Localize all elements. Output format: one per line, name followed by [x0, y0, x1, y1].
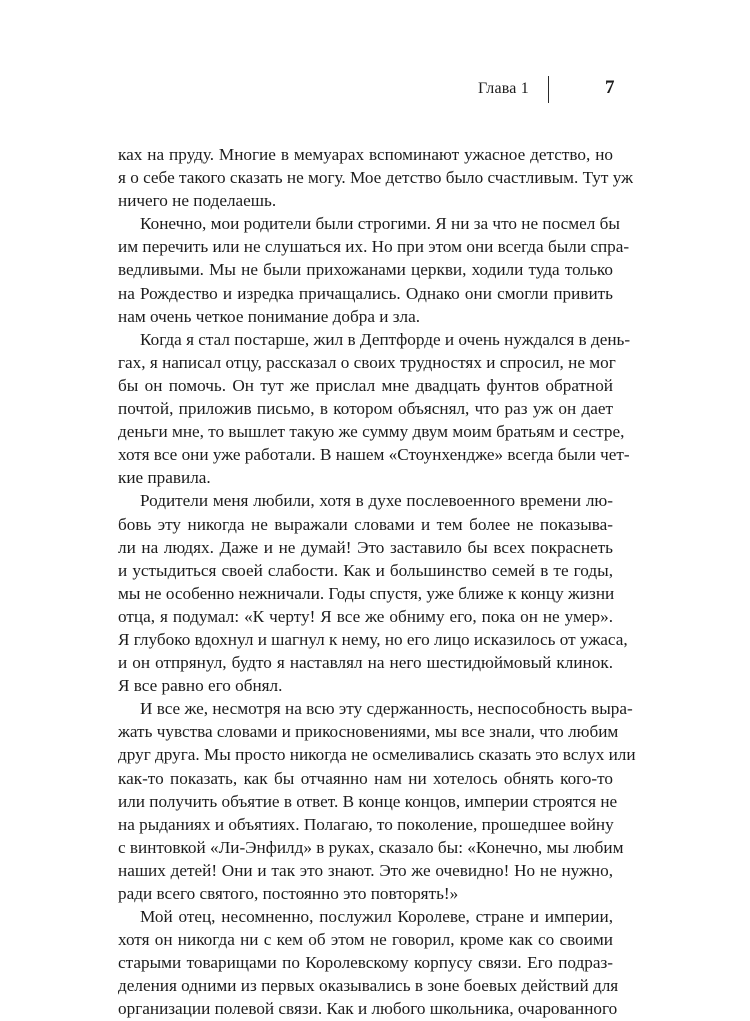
paragraph	[118, 489, 628, 697]
text-line: бы он помочь. Он тут же прислал мне двадцать фунтов обратной	[118, 375, 613, 395]
text-line: старыми товарищами по Королевскому корпусу связи. Его подраз-	[118, 953, 613, 973]
text-line: как-то показать, как бы отчаянно нам ни хотелось обнять кого-то	[118, 768, 613, 788]
body-text	[118, 143, 636, 1021]
text-line: И все же, несмотря на всю эту сдержанность, неспособность выра-	[140, 699, 633, 719]
header-divider	[548, 76, 549, 103]
text-line: ках на пруду. Многие в мемуарах вспоминают ужасное детство, но	[118, 145, 613, 164]
text-line: Мой отец, несомненно, послужил Королеве, стране и империи,	[140, 907, 613, 927]
text-line: Я все равно его обнял.	[118, 676, 283, 696]
text-line: хотя он никогда ни с кем об этом не говорил, кроме как со своими	[118, 930, 613, 950]
page-number: 7	[605, 77, 615, 98]
text-line: с винтовкой «Ли-Энфилд» в руках, сказало бы: «Конечно, мы любим	[118, 837, 624, 857]
text-line: ничего не поделаешь.	[118, 191, 277, 211]
text-line: им перечить или не слушаться их. Но при этом они всегда были спра-	[118, 237, 630, 257]
paragraph	[118, 143, 633, 212]
text-line: гах, я написал отцу, рассказал о своих трудностях и спросил, не мог	[118, 352, 616, 372]
text-line: почтой, приложив письмо, в котором объяснял, что раз уж он дает	[118, 399, 613, 419]
text-line: Родители меня любили, хотя в духе послевоенного времени лю-	[140, 491, 613, 511]
text-line: деления одними из первых оказывались в зоне боевых действий для	[118, 976, 619, 996]
text-line: жать чувства словами и прикосновениями, мы все знали, что любим	[118, 722, 619, 742]
text-line: на рыданиях и объятиях. Полагаю, то поколение, прошедшее войну	[118, 814, 614, 834]
text-line: ведливыми. Мы не были прихожанами церкви, ходили туда только	[118, 260, 613, 280]
text-line: или получить объятие в ответ. В конце концов, империи строятся не	[118, 791, 618, 811]
text-line: нам очень четкое понимание добра и зла.	[118, 306, 421, 326]
text-line: ли на людях. Даже и не думай! Это заставило бы всех покраснеть	[118, 537, 613, 557]
paragraph	[118, 697, 636, 905]
running-head	[0, 76, 750, 106]
text-line: Конечно, мои родители были строгими. Я ни за что не посмел бы	[140, 214, 620, 234]
text-line: отца, я подумал: «К черту! Я все же обниму его, пока он не умер».	[118, 606, 613, 626]
text-line: деньги мне, то вышлет такую же сумму двум моим братьям и сестре,	[118, 422, 625, 442]
text-line: и устыдиться своей слабости. Как и большинство семей в те годы,	[118, 560, 613, 580]
text-line: и он отпрянул, будто я наставлял на него шестидюймовый клинок.	[118, 653, 613, 673]
text-line: друг друга. Мы просто никогда не осмеливались сказать это вслух или	[118, 745, 636, 765]
text-line: я о себе такого сказать не могу. Мое детство было счастливым. Тут уж	[118, 168, 633, 188]
text-line: ради всего святого, постоянно это повторять!»	[118, 884, 459, 903]
paragraph	[118, 905, 619, 1020]
text-line: на Рождество и изредка причащались. Однако они смогли привить	[118, 283, 613, 303]
text-line: хотя все они уже работали. В нашем «Стоунхендже» всегда были чет-	[118, 445, 630, 465]
paragraph	[118, 328, 631, 490]
text-line: организации полевой связи. Как и любого школьника, очарованного	[118, 999, 618, 1019]
text-line: бовь эту никогда не выражали словами и тем более не показыва-	[118, 514, 613, 534]
chapter-label: Глава 1	[478, 80, 529, 97]
paragraph	[118, 212, 630, 327]
text-line: Когда я стал постарше, жил в Дептфорде и очень нуждался в день-	[140, 329, 631, 349]
text-line: кие правила.	[118, 468, 211, 488]
text-line: наших детей! Они и так это знают. Это же очевидно! Но не нужно,	[118, 860, 613, 880]
text-line: мы не особенно нежничали. Годы спустя, уже ближе к концу жизни	[118, 583, 615, 603]
text-line: Я глубоко вдохнул и шагнул к нему, но его лицо исказилось от ужаса,	[118, 629, 628, 649]
